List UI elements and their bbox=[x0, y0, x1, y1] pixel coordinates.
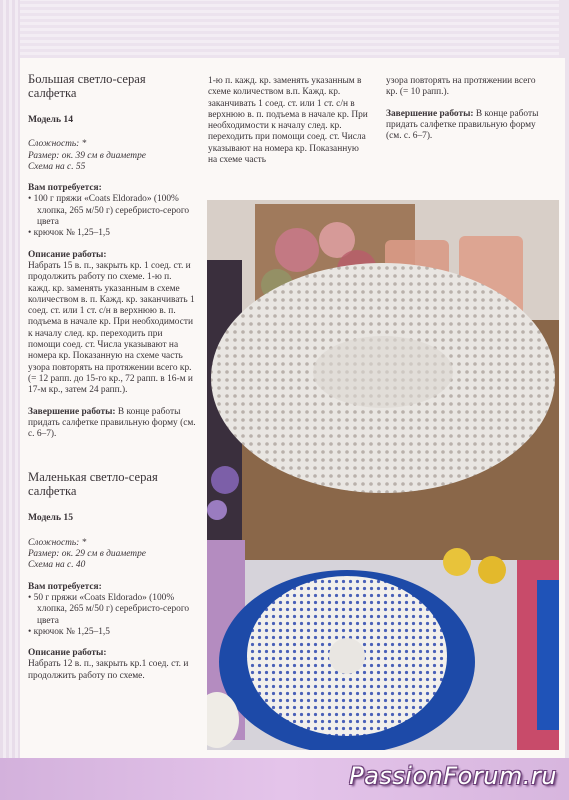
description-text-15: Набрать 12 в. п., закрыть кр.1 соед. ст. и продолжить работу по схеме. bbox=[28, 659, 189, 681]
finishing-15 bbox=[386, 109, 546, 143]
difficulty-15: Сложность: * bbox=[28, 537, 87, 548]
materials-item: • крючок № 1,25–1,5 bbox=[28, 228, 110, 239]
model-number-15: Модель 15 bbox=[28, 512, 74, 524]
description-text-14: Набрать 15 в. п., закрыть кр. 1 соед. ст. и продолжить работу по схеме. 1-ю п. кажд. кр. заменять указанным в схеме количеством в. п. Кажд. кр. заканчивать 1 соед. ст. или 1 ст. с/н в верхнюю в. п. подъема в начале кр. При необходимости к началу след. кр. переходить при помощи соед. ст. Числа указывают на номера кр. Показанную на схеме часть узора повторять на протяжении всего кр. (= 12 рапп. до 15-го кр., 72 рапп. в 16-м и 17-м кр., затем 24 рапп.). bbox=[28, 260, 195, 396]
page-frame-left bbox=[0, 0, 20, 800]
materials-item: • 50 г пряжи «Coats Eldorado» (100% хлопка, 265 м/50 г) серебристо-серого цвета bbox=[28, 592, 190, 626]
materials-item: • крючок № 1,25–1,5 bbox=[28, 626, 110, 637]
description-heading-14: Описание работы: bbox=[28, 249, 107, 260]
materials-item: • 100 г пряжи «Coats Eldorado» (100% хлопка, 265 м/50 г) серебристо-серого цвета bbox=[28, 194, 190, 228]
finishing-text-14: В конце работы придать салфетке правильную форму (см. с. 6–7). bbox=[28, 406, 196, 440]
finishing-14 bbox=[28, 407, 196, 441]
left-column bbox=[28, 72, 196, 682]
size-15: Размер: ок. 29 см в диаметре bbox=[28, 549, 146, 560]
materials-heading-15: Вам потребуется: bbox=[28, 581, 102, 592]
finishing-heading-15: Завершение работы: bbox=[386, 108, 474, 119]
size-14: Размер: ок. 39 см в диаметре bbox=[28, 150, 146, 161]
right-column-text: узора повторять на протяжении всего кр. (= 10 рапп.). bbox=[386, 76, 536, 98]
right-column bbox=[386, 76, 546, 142]
finishing-heading-14: Завершение работы: bbox=[28, 406, 116, 417]
middle-column bbox=[208, 76, 368, 166]
page-frame-top bbox=[0, 0, 569, 58]
finishing-text-15: В конце работы придать салфетке правильную форму (см. с. 6–7). bbox=[386, 108, 539, 142]
doily-title-large: Большая светло-серая салфетка bbox=[28, 72, 146, 100]
scheme-ref-15: Схема на с. 40 bbox=[28, 560, 86, 571]
middle-column-text: 1-ю п. кажд. кр. заменять указанным в схеме количеством в.п. Кажд. кр. заканчивать 1 соед. ст. или 1 ст. с/н в верхнюю в. п. подъема в начале кр. При необходимости к началу след. кр. переходить при помощи соед. ст. Числа указывают на номера кр. Показанную на схеме часть bbox=[208, 76, 368, 166]
difficulty-14: Сложность: * bbox=[28, 139, 87, 150]
doily-title-small: Маленькая светло-серая салфетка bbox=[28, 470, 158, 499]
materials-heading-14: Вам потребуется: bbox=[28, 183, 102, 194]
scheme-ref-14: Схема на с. 55 bbox=[28, 161, 86, 172]
watermark: PassionForum.ru bbox=[349, 762, 557, 790]
doily-photo-illustration bbox=[207, 200, 559, 750]
model-number-14: Модель 14 bbox=[28, 114, 74, 125]
doily-photo bbox=[207, 200, 559, 750]
description-heading-15: Описание работы: bbox=[28, 648, 107, 659]
